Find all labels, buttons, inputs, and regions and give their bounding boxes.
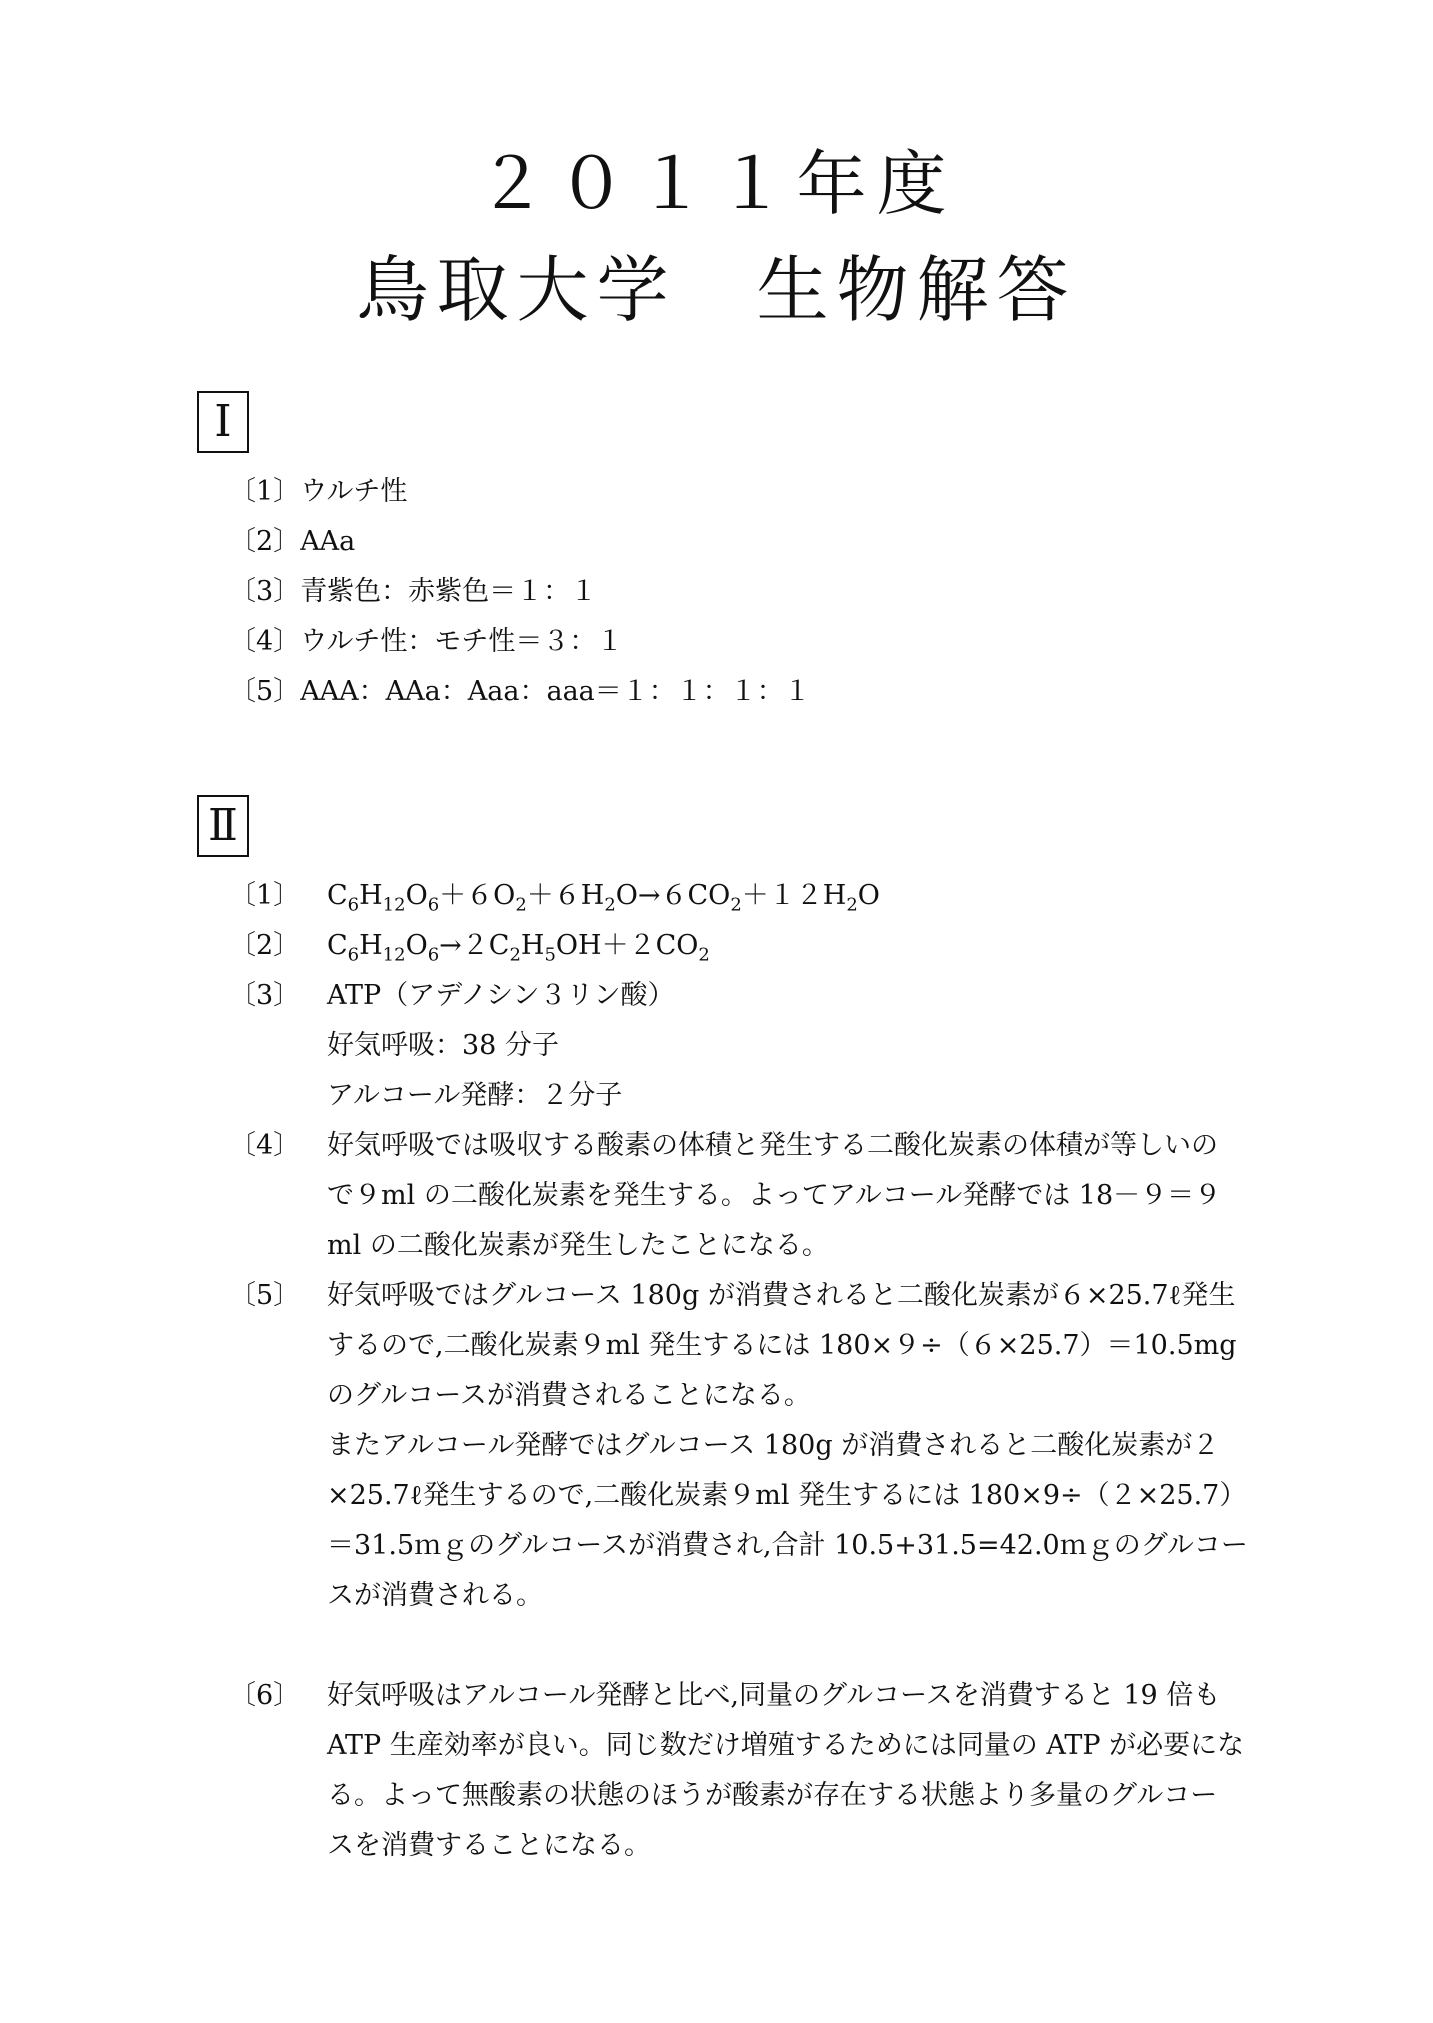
answer-line: ATP 生産効率が良い。同じ数だけ増殖するためには同量の ATP が必要にな [327, 1730, 1245, 1761]
answer-1-3 [229, 574, 597, 610]
answer-line: る。よって無酸素の状態のほうが酸素が存在する状態より多量のグルコー [327, 1780, 1218, 1811]
answer-text: AAa [300, 526, 356, 557]
answer-2-1-number: 〔1〕 [229, 880, 301, 911]
answer-line: スが消費される。 [327, 1580, 543, 1611]
answer-line: ml の二酸化炭素が発生したことになる。 [327, 1230, 829, 1261]
answer-1-4 [229, 624, 623, 660]
answer-line: ×25.7ℓ発生するので,二酸化炭素９ml 発生するには 180×9÷（２×25.7） [327, 1480, 1247, 1511]
answer-line: ATP（アデノシン３リン酸） [327, 980, 675, 1011]
answer-number: 〔2〕 [229, 526, 301, 557]
answer-line: またアルコール発酵ではグルコース 180g が消費されると二酸化炭素が２ [327, 1430, 1220, 1461]
answer-number: 〔1〕 [229, 476, 301, 507]
answer-2-5-text [327, 1271, 1247, 1621]
answer-text: 青紫色：赤紫色＝１：１ [300, 576, 598, 607]
answer-line: スを消費することになる。 [327, 1830, 651, 1861]
answer-line: 好気呼吸ではグルコース 180g が消費されると二酸化炭素が６×25.7ℓ発生 [327, 1280, 1236, 1311]
answer-2-4-text [327, 1121, 1247, 1271]
answer-line: のグルコースが消費されることになる。 [327, 1380, 811, 1411]
answer-line: 好気呼吸はアルコール発酵と比べ,同量のグルコースを消費すると 19 倍も [327, 1680, 1221, 1711]
answer-line: 好気呼吸では吸収する酸素の体積と発生する二酸化炭素の体積が等しいの [327, 1130, 1218, 1161]
answer-line: 好気呼吸：38 分子 [327, 1030, 559, 1061]
answer-2-3-text [327, 971, 1247, 1121]
answer-text: AAA：AAa：Aaa：aaa＝１：１：１：１ [300, 676, 811, 707]
answer-2-2-equation: $C_6H_{12}O_6\to 2C_2H_5OH+2CO_2$ [327, 930, 710, 966]
answer-2-1-equation: $C_6H_{12}O_6+6O_2+6H_2O\to 6CO_2+12H_2O$ [327, 880, 880, 916]
answer-text: ウルチ性：モチ性＝３：１ [300, 626, 624, 657]
title-subject: 鳥取大学 生物解答 [356, 248, 1077, 332]
answer-1-1 [229, 474, 407, 510]
answer-2-3-number: 〔3〕 [229, 980, 301, 1011]
answer-2-6-number: 〔6〕 [229, 1680, 301, 1711]
answer-number: 〔5〕 [229, 676, 301, 707]
answer-number: 〔4〕 [229, 626, 301, 657]
section-2-label: Ⅱ [197, 795, 249, 857]
answer-number: 〔3〕 [229, 576, 301, 607]
answer-2-4-number: 〔4〕 [229, 1130, 301, 1161]
answer-line: するので,二酸化炭素９ml 発生するには 180×９÷（６×25.7）＝10.5mg [327, 1330, 1237, 1361]
title-year: ２０１１年度 [476, 143, 957, 225]
answer-2-5-number: 〔5〕 [229, 1280, 301, 1311]
answer-text: ウルチ性 [300, 476, 408, 507]
answer-1-2 [229, 524, 355, 560]
answer-line: アルコール発酵：２分子 [327, 1080, 623, 1111]
answer-1-5 [229, 674, 811, 710]
section-1-label: Ⅰ [197, 391, 249, 453]
answer-2-2-number: 〔2〕 [229, 930, 301, 961]
answer-line: で９ml の二酸化炭素を発生する。よってアルコール発酵では 18－９＝９ [327, 1180, 1222, 1211]
answer-2-6-text [327, 1671, 1247, 1871]
answer-line: ＝31.5ｍｇのグルコースが消費され,合計 10.5+31.5=42.0ｍｇのグルコー [327, 1530, 1248, 1561]
